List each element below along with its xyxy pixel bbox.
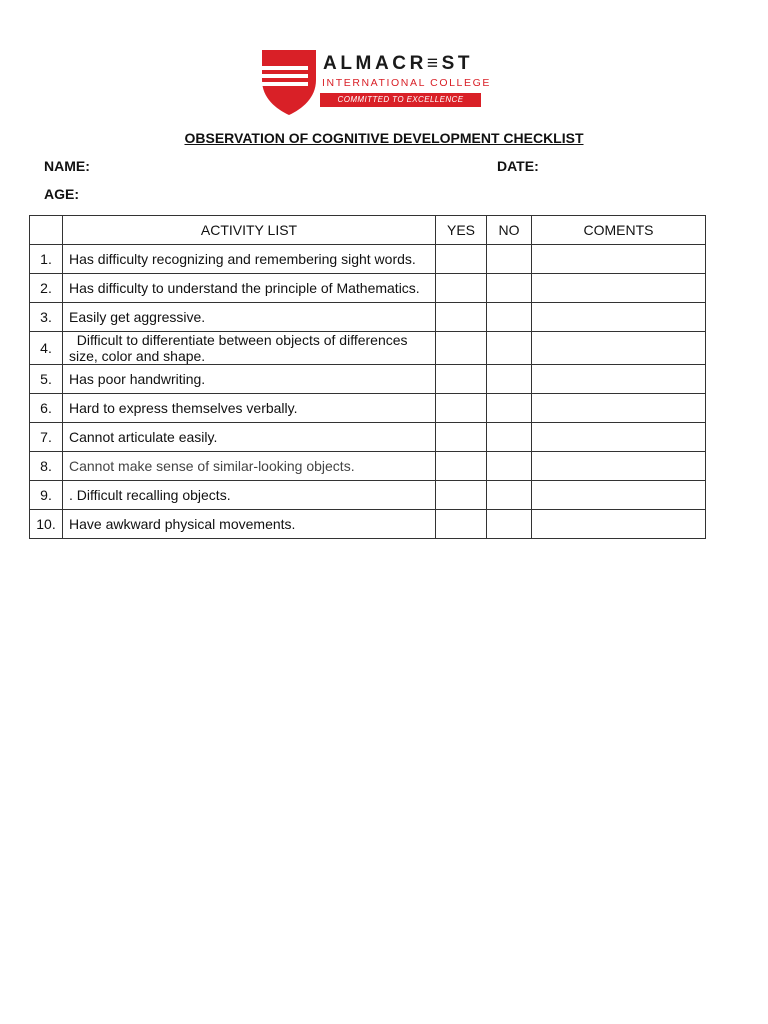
row-activity: Easily get aggressive. xyxy=(63,303,436,332)
comments-cell[interactable] xyxy=(532,274,706,303)
table-header-row xyxy=(30,216,706,245)
no-cell[interactable] xyxy=(487,423,532,452)
no-cell[interactable] xyxy=(487,274,532,303)
yes-cell[interactable] xyxy=(436,274,487,303)
row-number: 7. xyxy=(30,423,63,452)
brand-tagline: COMMITTED TO EXCELLENCE xyxy=(320,93,481,107)
header-activity: ACTIVITY LIST xyxy=(63,216,436,245)
row-activity: Hard to express themselves verbally. xyxy=(63,394,436,423)
table-row xyxy=(30,365,706,394)
comments-cell[interactable] xyxy=(532,245,706,274)
yes-cell[interactable] xyxy=(436,303,487,332)
yes-cell[interactable] xyxy=(436,394,487,423)
table-row xyxy=(30,332,706,365)
no-cell[interactable] xyxy=(487,332,532,365)
age-label: AGE: xyxy=(44,186,79,202)
comments-cell[interactable] xyxy=(532,332,706,365)
no-cell[interactable] xyxy=(487,481,532,510)
row-activity: Has difficulty to understand the principle of Mathematics. xyxy=(63,274,436,303)
comments-cell[interactable] xyxy=(532,510,706,539)
date-label: DATE: xyxy=(497,158,539,174)
no-cell[interactable] xyxy=(487,303,532,332)
comments-cell[interactable] xyxy=(532,452,706,481)
comments-cell[interactable] xyxy=(532,365,706,394)
yes-cell[interactable] xyxy=(436,510,487,539)
table-row xyxy=(30,452,706,481)
yes-cell[interactable] xyxy=(436,481,487,510)
brand-name: ALMACR≡ST xyxy=(323,53,474,74)
header-no: NO xyxy=(487,216,532,245)
yes-cell[interactable] xyxy=(436,365,487,394)
no-cell[interactable] xyxy=(487,452,532,481)
comments-cell[interactable] xyxy=(532,481,706,510)
table-row xyxy=(30,510,706,539)
comments-cell[interactable] xyxy=(532,423,706,452)
table-row xyxy=(30,423,706,452)
row-number: 10. xyxy=(30,510,63,539)
row-activity: Has poor handwriting. xyxy=(63,365,436,394)
row-number: 6. xyxy=(30,394,63,423)
row-number: 2. xyxy=(30,274,63,303)
table-row xyxy=(30,303,706,332)
row-number: 8. xyxy=(30,452,63,481)
no-cell[interactable] xyxy=(487,245,532,274)
yes-cell[interactable] xyxy=(436,332,487,365)
college-logo xyxy=(260,46,490,118)
yes-cell[interactable] xyxy=(436,245,487,274)
row-activity: Cannot make sense of similar-looking objects. xyxy=(63,452,436,481)
table-row xyxy=(30,481,706,510)
no-cell[interactable] xyxy=(487,510,532,539)
header-number xyxy=(30,216,63,245)
comments-cell[interactable] xyxy=(532,394,706,423)
row-activity: Has difficulty recognizing and remembering sight words. xyxy=(63,245,436,274)
row-number: 9. xyxy=(30,481,63,510)
no-cell[interactable] xyxy=(487,394,532,423)
row-number: 3. xyxy=(30,303,63,332)
header-yes: YES xyxy=(436,216,487,245)
row-number: 4. xyxy=(30,332,63,365)
yes-cell[interactable] xyxy=(436,423,487,452)
row-activity: . Difficult recalling objects. xyxy=(63,481,436,510)
checklist-table xyxy=(29,215,706,539)
row-activity: Have awkward physical movements. xyxy=(63,510,436,539)
yes-cell[interactable] xyxy=(436,452,487,481)
row-activity: Cannot articulate easily. xyxy=(63,423,436,452)
table-row xyxy=(30,245,706,274)
name-label: NAME: xyxy=(44,158,90,174)
row-activity: Difficult to differentiate between objects of differences size, color and shape. xyxy=(63,332,436,365)
header-comments: COMENTS xyxy=(532,216,706,245)
comments-cell[interactable] xyxy=(532,303,706,332)
no-cell[interactable] xyxy=(487,365,532,394)
shield-icon xyxy=(260,46,318,116)
row-number: 5. xyxy=(30,365,63,394)
row-number: 1. xyxy=(30,245,63,274)
table-row xyxy=(30,274,706,303)
brand-subtitle: INTERNATIONAL COLLEGE xyxy=(322,77,491,89)
page-title: OBSERVATION OF COGNITIVE DEVELOPMENT CHECKLIST xyxy=(184,130,584,146)
table-row xyxy=(30,394,706,423)
